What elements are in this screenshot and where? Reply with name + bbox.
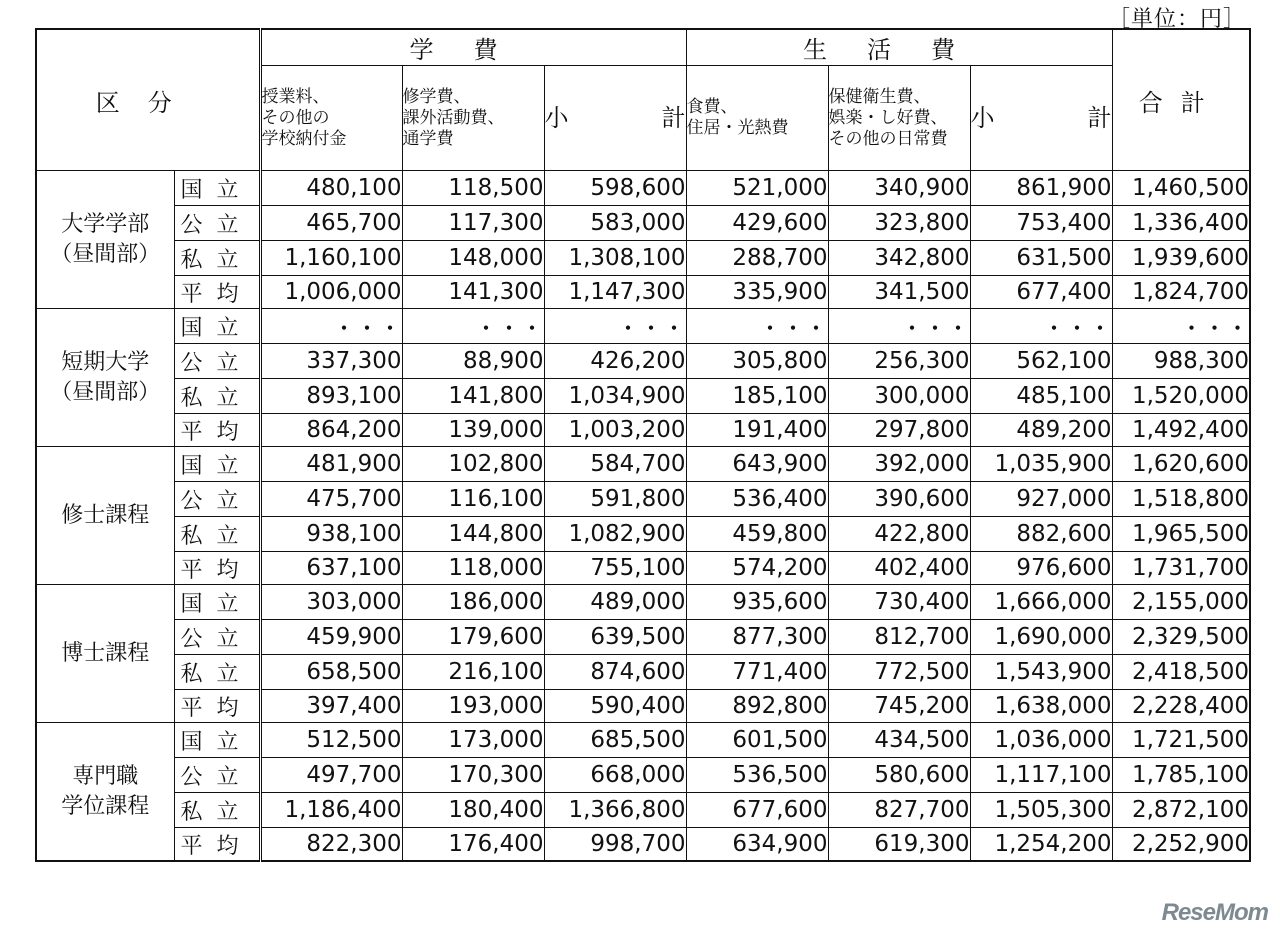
category-label: 大学学部 （昼間部） <box>36 171 174 309</box>
value-cell: 771,400 <box>686 655 828 690</box>
value-cell: 822,300 <box>260 828 402 862</box>
value-cell: 976,600 <box>970 552 1112 585</box>
value-cell: 191,400 <box>686 414 828 447</box>
school-type-label: 公立 <box>174 758 260 793</box>
value-cell: 1,034,900 <box>544 379 686 414</box>
table-row <box>36 620 1250 655</box>
value-cell: 485,100 <box>970 379 1112 414</box>
table-row <box>36 379 1250 414</box>
value-cell: 397,400 <box>260 690 402 723</box>
value-cell: 186,000 <box>402 585 544 620</box>
value-cell: 1,082,900 <box>544 517 686 552</box>
school-type-label: 平均 <box>174 552 260 585</box>
value-cell: 637,100 <box>260 552 402 585</box>
value-cell: 342,800 <box>828 241 970 276</box>
value-cell: 598,600 <box>544 171 686 206</box>
value-cell: 927,000 <box>970 482 1112 517</box>
value-cell: 88,900 <box>402 344 544 379</box>
value-cell: 497,700 <box>260 758 402 793</box>
value-cell: 144,800 <box>402 517 544 552</box>
value-cell: 772,500 <box>828 655 970 690</box>
value-cell: 1,460,500 <box>1112 171 1250 206</box>
value-cell: 1,117,100 <box>970 758 1112 793</box>
value-cell: 677,400 <box>970 276 1112 309</box>
value-cell: 117,300 <box>402 206 544 241</box>
value-cell: 2,252,900 <box>1112 828 1250 862</box>
value-cell: 1,824,700 <box>1112 276 1250 309</box>
value-cell: 1,939,600 <box>1112 241 1250 276</box>
table-row <box>36 414 1250 447</box>
value-cell: 305,800 <box>686 344 828 379</box>
school-type-label: 私立 <box>174 379 260 414</box>
category-label: 博士課程 <box>36 585 174 723</box>
value-cell: 179,600 <box>402 620 544 655</box>
value-cell: 1,366,800 <box>544 793 686 828</box>
school-type-label: 私立 <box>174 517 260 552</box>
value-cell: ・・・ <box>970 309 1112 344</box>
value-cell: 2,228,400 <box>1112 690 1250 723</box>
table-row <box>36 585 1250 620</box>
value-cell: 1,336,400 <box>1112 206 1250 241</box>
category-label: 短期大学 （昼間部） <box>36 309 174 447</box>
header-tuition-group: 学費 <box>260 29 686 66</box>
value-cell: 1,690,000 <box>970 620 1112 655</box>
value-cell: ・・・ <box>686 309 828 344</box>
table-row <box>36 655 1250 690</box>
value-cell: 574,200 <box>686 552 828 585</box>
value-cell: 489,000 <box>544 585 686 620</box>
value-cell: 755,100 <box>544 552 686 585</box>
school-type-label: 公立 <box>174 620 260 655</box>
value-cell: 402,400 <box>828 552 970 585</box>
value-cell: ・・・ <box>828 309 970 344</box>
value-cell: 753,400 <box>970 206 1112 241</box>
school-type-label: 国立 <box>174 309 260 344</box>
value-cell: 536,500 <box>686 758 828 793</box>
value-cell: 481,900 <box>260 447 402 482</box>
unit-label: ［単位：円］ <box>1107 7 1246 32</box>
school-type-label: 平均 <box>174 828 260 862</box>
table-row <box>36 309 1250 344</box>
value-cell: 877,300 <box>686 620 828 655</box>
value-cell: 634,900 <box>686 828 828 862</box>
resemom-logo: ReseMom <box>1161 899 1268 926</box>
value-cell: 745,200 <box>828 690 970 723</box>
table-row <box>36 241 1250 276</box>
value-cell: 882,600 <box>970 517 1112 552</box>
value-cell: 1,520,000 <box>1112 379 1250 414</box>
value-cell: 297,800 <box>828 414 970 447</box>
school-type-label: 平均 <box>174 690 260 723</box>
table-row <box>36 206 1250 241</box>
value-cell: 619,300 <box>828 828 970 862</box>
value-cell: 1,308,100 <box>544 241 686 276</box>
header-food-housing: 食費、 住居・光熱費 <box>686 66 828 171</box>
value-cell: 827,700 <box>828 793 970 828</box>
value-cell: 892,800 <box>686 690 828 723</box>
value-cell: 2,872,100 <box>1112 793 1250 828</box>
school-type-label: 公立 <box>174 344 260 379</box>
school-type-label: 平均 <box>174 414 260 447</box>
value-cell: 812,700 <box>828 620 970 655</box>
value-cell: 935,600 <box>686 585 828 620</box>
value-cell: 180,400 <box>402 793 544 828</box>
value-cell: 102,800 <box>402 447 544 482</box>
value-cell: 938,100 <box>260 517 402 552</box>
value-cell: 141,300 <box>402 276 544 309</box>
value-cell: 2,329,500 <box>1112 620 1250 655</box>
value-cell: 176,400 <box>402 828 544 862</box>
value-cell: 988,300 <box>1112 344 1250 379</box>
value-cell: 489,200 <box>970 414 1112 447</box>
value-cell: 459,800 <box>686 517 828 552</box>
header-living-group: 生活費 <box>686 29 1112 66</box>
value-cell: 335,900 <box>686 276 828 309</box>
value-cell: 998,700 <box>544 828 686 862</box>
value-cell: 601,500 <box>686 723 828 758</box>
value-cell: 730,400 <box>828 585 970 620</box>
value-cell: 116,100 <box>402 482 544 517</box>
value-cell: 118,500 <box>402 171 544 206</box>
value-cell: 148,000 <box>402 241 544 276</box>
value-cell: ・・・ <box>544 309 686 344</box>
value-cell: 1,492,400 <box>1112 414 1250 447</box>
value-cell: 1,721,500 <box>1112 723 1250 758</box>
value-cell: 139,000 <box>402 414 544 447</box>
value-cell: 434,500 <box>828 723 970 758</box>
value-cell: 340,900 <box>828 171 970 206</box>
table-row <box>36 552 1250 585</box>
value-cell: 185,100 <box>686 379 828 414</box>
school-type-label: 国立 <box>174 171 260 206</box>
value-cell: 1,254,200 <box>970 828 1112 862</box>
value-cell: ・・・ <box>402 309 544 344</box>
table-row <box>36 793 1250 828</box>
category-label: 修士課程 <box>36 447 174 585</box>
value-cell: 2,418,500 <box>1112 655 1250 690</box>
value-cell: 300,000 <box>828 379 970 414</box>
value-cell: 465,700 <box>260 206 402 241</box>
value-cell: 337,300 <box>260 344 402 379</box>
school-type-label: 私立 <box>174 655 260 690</box>
value-cell: 584,700 <box>544 447 686 482</box>
value-cell: 170,300 <box>402 758 544 793</box>
value-cell: 1,003,200 <box>544 414 686 447</box>
value-cell: 323,800 <box>828 206 970 241</box>
value-cell: 288,700 <box>686 241 828 276</box>
header-tuition-fees: 授業料、 その他の 学校納付金 <box>260 66 402 171</box>
value-cell: 562,100 <box>970 344 1112 379</box>
value-cell: 1,620,600 <box>1112 447 1250 482</box>
value-cell: 303,000 <box>260 585 402 620</box>
value-cell: 677,600 <box>686 793 828 828</box>
school-type-label: 私立 <box>174 793 260 828</box>
value-cell: 422,800 <box>828 517 970 552</box>
value-cell: 643,900 <box>686 447 828 482</box>
value-cell: 668,000 <box>544 758 686 793</box>
table-row <box>36 828 1250 862</box>
value-cell: 480,100 <box>260 171 402 206</box>
table-row <box>36 447 1250 482</box>
value-cell: 1,505,300 <box>970 793 1112 828</box>
value-cell: 141,800 <box>402 379 544 414</box>
value-cell: 475,700 <box>260 482 402 517</box>
value-cell: 536,400 <box>686 482 828 517</box>
value-cell: 429,600 <box>686 206 828 241</box>
value-cell: 426,200 <box>544 344 686 379</box>
value-cell: 1,147,300 <box>544 276 686 309</box>
value-cell: 1,035,900 <box>970 447 1112 482</box>
value-cell: 580,600 <box>828 758 970 793</box>
value-cell: 216,100 <box>402 655 544 690</box>
table-row <box>36 690 1250 723</box>
value-cell: 590,400 <box>544 690 686 723</box>
table-row <box>36 517 1250 552</box>
value-cell: 1,036,000 <box>970 723 1112 758</box>
value-cell: 341,500 <box>828 276 970 309</box>
school-type-label: 平均 <box>174 276 260 309</box>
header-other-living: 保健衛生費、 娯楽・し好費、 その他の日常費 <box>828 66 970 171</box>
value-cell: 1,785,100 <box>1112 758 1250 793</box>
table-row <box>36 758 1250 793</box>
table-row <box>36 482 1250 517</box>
value-cell: 864,200 <box>260 414 402 447</box>
category-label: 専門職 学位課程 <box>36 723 174 862</box>
table-row <box>36 723 1250 758</box>
value-cell: 1,965,500 <box>1112 517 1250 552</box>
value-cell: 118,000 <box>402 552 544 585</box>
value-cell: 1,518,800 <box>1112 482 1250 517</box>
table-row <box>36 171 1250 206</box>
expense-table <box>35 28 1251 862</box>
value-cell: 893,100 <box>260 379 402 414</box>
value-cell: 521,000 <box>686 171 828 206</box>
value-cell: 193,000 <box>402 690 544 723</box>
table-row <box>36 276 1250 309</box>
school-type-label: 国立 <box>174 447 260 482</box>
value-cell: 2,155,000 <box>1112 585 1250 620</box>
value-cell: 1,638,000 <box>970 690 1112 723</box>
value-cell: 1,006,000 <box>260 276 402 309</box>
value-cell: 583,000 <box>544 206 686 241</box>
table-row <box>36 344 1250 379</box>
school-type-label: 国立 <box>174 723 260 758</box>
value-cell: 1,160,100 <box>260 241 402 276</box>
header-study-costs: 修学費、 課外活動費、 通学費 <box>402 66 544 171</box>
header-tuition-subtotal: 小計 <box>544 66 686 171</box>
header-living-subtotal: 小計 <box>970 66 1112 171</box>
value-cell: 658,500 <box>260 655 402 690</box>
school-type-label: 公立 <box>174 482 260 517</box>
value-cell: 1,731,700 <box>1112 552 1250 585</box>
header-total: 合計 <box>1112 29 1250 171</box>
value-cell: 1,543,900 <box>970 655 1112 690</box>
header-category: 区分 <box>36 29 260 171</box>
value-cell: 591,800 <box>544 482 686 517</box>
table-body <box>36 171 1250 862</box>
value-cell: 1,666,000 <box>970 585 1112 620</box>
value-cell: ・・・ <box>260 309 402 344</box>
value-cell: 685,500 <box>544 723 686 758</box>
value-cell: 861,900 <box>970 171 1112 206</box>
school-type-label: 公立 <box>174 206 260 241</box>
value-cell: 874,600 <box>544 655 686 690</box>
value-cell: 173,000 <box>402 723 544 758</box>
value-cell: ・・・ <box>1112 309 1250 344</box>
value-cell: 390,600 <box>828 482 970 517</box>
value-cell: 1,186,400 <box>260 793 402 828</box>
value-cell: 639,500 <box>544 620 686 655</box>
school-type-label: 国立 <box>174 585 260 620</box>
value-cell: 512,500 <box>260 723 402 758</box>
value-cell: 459,900 <box>260 620 402 655</box>
value-cell: 392,000 <box>828 447 970 482</box>
value-cell: 256,300 <box>828 344 970 379</box>
value-cell: 631,500 <box>970 241 1112 276</box>
school-type-label: 私立 <box>174 241 260 276</box>
